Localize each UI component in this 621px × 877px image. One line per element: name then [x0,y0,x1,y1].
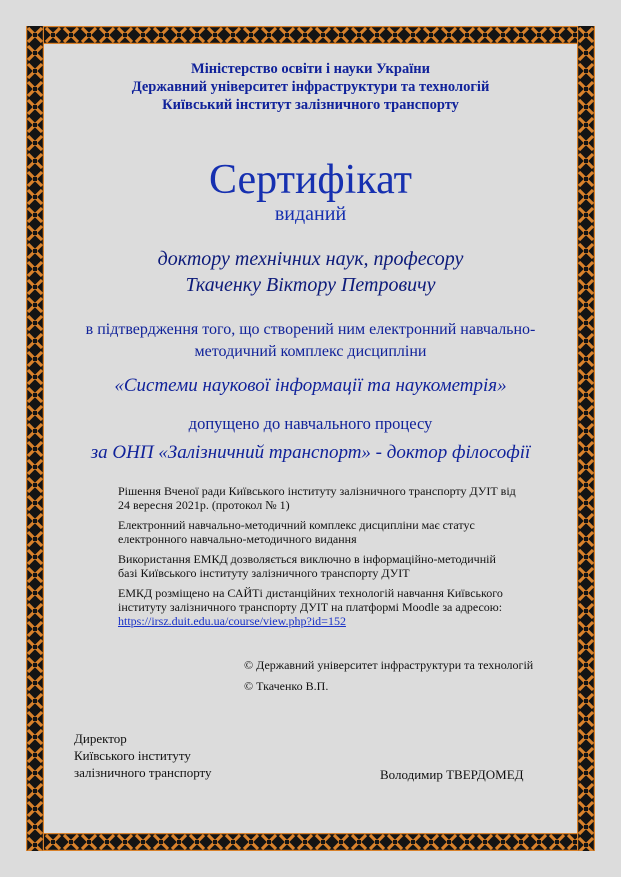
director-role-line-2: Київського інституту [74,748,191,763]
note-decision [118,484,580,512]
director-name: Володимир ТВЕРДОМЕД [380,767,524,782]
confirmation-line-1: в підтвердження того, що створений ним електронний навчально- [85,321,536,338]
ministry-line: Міністерство освіти і науки України [191,61,430,77]
recipient-degree: доктору технічних наук, професору [157,248,464,270]
university-line: Державний університет інфраструктури та технологій [131,79,490,95]
note-placement [118,586,580,628]
recipient-block [44,246,577,298]
note-usage-line-1: Використання ЕМКД дозволяється виключно в інформаційно-методичній [118,552,496,566]
certificate-content [44,44,577,833]
director-role-line-1: Директор [74,731,127,746]
course-link[interactable]: https://irsz.duit.edu.ua/course/view.php?id=152 [118,614,346,628]
allowed-text: допущено до навчального процесу [188,414,433,433]
note-placement-line-1: ЕМКД розміщено на САЙТі дистанційних технологій навчання Київського [118,586,503,600]
discipline-name: «Системи наукової інформації та наукометрія» [114,375,507,396]
note-status [118,518,580,546]
note-usage-line-2: базі Київського інституту залізничного транспорту ДУІТ [118,566,410,580]
recipient-name: Ткаченку Віктору Петровичу [185,274,436,296]
copyright-block [244,655,584,697]
ornament-border-right [577,26,595,851]
director-role-line-3: залізничного транспорту [74,765,212,780]
note-decision-line-1: Рішення Вченої ради Київського інституту залізничного транспорту ДУІТ від [118,484,516,498]
confirmation-text [44,319,577,363]
director-title [74,730,314,781]
note-usage [118,552,580,580]
issuer-header [44,60,577,114]
ornament-border-top [26,26,595,44]
certificate-subtitle: виданий [274,203,347,225]
institute-line: Київський інститут залізничного транспорту [162,97,459,113]
note-decision-line-2: 24 вересня 2021р. (протокол № 1) [118,498,290,512]
confirmation-line-2: методичний комплекс дисципліни [194,343,427,360]
note-status-line-1: Електронний навчально-методичний комплекс дисципліни має статус [118,518,475,532]
ornament-border-bottom [26,833,595,851]
program-name: за ОНП «Залізничний транспорт» - доктор філософії [90,442,531,463]
note-status-line-2: електронного навчально-методичного видання [118,532,357,546]
notes-block [118,484,580,634]
certificate-title: Сертифікат [208,157,412,203]
copyright-author: © Ткаченко В.П. [244,679,329,693]
ornament-border-left [26,26,44,851]
note-placement-line-2: інституту залізничного транспорту ДУІТ на платформі Moodle за адресою: [118,600,503,614]
copyright-university: © Державний університет інфраструктури та технологій [244,658,534,672]
